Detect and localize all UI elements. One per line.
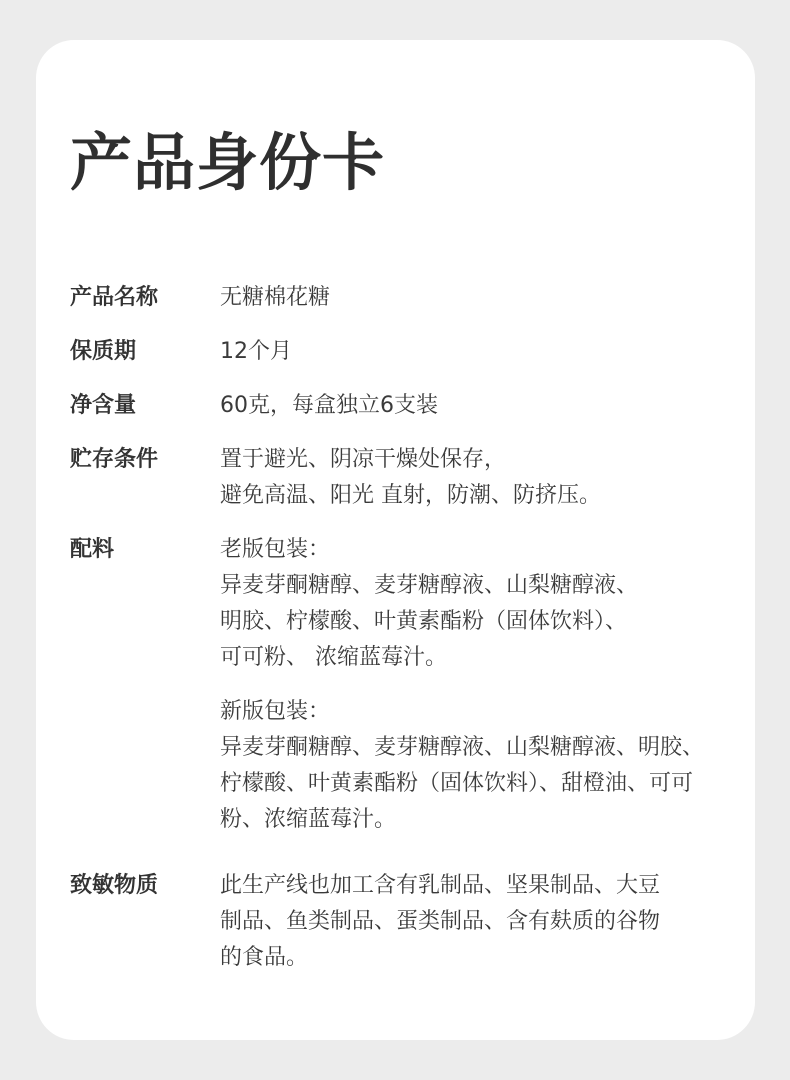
value-line: 可可粉、 浓缩蓝莓汁。 xyxy=(220,645,447,670)
new-packaging-block xyxy=(220,694,730,838)
info-table xyxy=(70,280,730,994)
row-allergens xyxy=(70,868,730,976)
value-line: 明胶、柠檬酸、叶黄素酯粉（固体饮料）、 xyxy=(220,609,628,634)
value-allergens xyxy=(220,868,730,976)
label-allergens: 致敏物质 xyxy=(70,873,159,898)
value-line: 柠檬酸、叶黄素酯粉（固体饮料）、甜橙油、可可 xyxy=(220,771,694,796)
value-ingredients xyxy=(220,532,730,838)
value-line: 置于避光、阴凉干燥处保存， xyxy=(220,447,507,472)
new-packaging-heading: 新版包装： xyxy=(220,699,331,724)
row-product-name xyxy=(70,280,730,316)
label-storage: 贮存条件 xyxy=(70,447,159,472)
value-shelf-life xyxy=(220,334,730,370)
row-storage xyxy=(70,442,730,514)
value-line: 此生产线也加工含有乳制品、坚果制品、大豆 xyxy=(220,873,661,898)
row-net-content xyxy=(70,388,730,424)
row-shelf-life xyxy=(70,334,730,370)
value-line: 异麦芽酮糖醇、麦芽糖醇液、山梨糖醇液、 xyxy=(220,573,639,598)
value-line: 异麦芽酮糖醇、麦芽糖醇液、山梨糖醇液、明胶、 xyxy=(220,735,705,760)
product-id-card xyxy=(36,40,755,1040)
value-line: 无糖棉花糖 xyxy=(220,285,331,310)
value-product-name xyxy=(220,280,730,316)
old-packaging-block xyxy=(220,532,730,676)
value-net-content xyxy=(220,388,730,424)
value-line: 12个月 xyxy=(220,339,292,364)
row-ingredients xyxy=(70,532,730,838)
old-packaging-heading: 老版包装： xyxy=(220,537,331,562)
value-line: 制品、鱼类制品、蛋类制品、含有麸质的谷物 xyxy=(220,909,661,934)
label-ingredients: 配料 xyxy=(70,537,115,562)
label-product-name: 产品名称 xyxy=(70,285,159,310)
value-storage xyxy=(220,442,730,514)
label-shelf-life: 保质期 xyxy=(70,339,137,364)
page-title: 产品身份卡 xyxy=(70,126,386,199)
value-line: 的食品。 xyxy=(220,945,309,970)
label-net-content: 净含量 xyxy=(70,393,137,418)
value-line: 粉、浓缩蓝莓汁。 xyxy=(220,807,397,832)
value-line: 60克，每盒独立6支装 xyxy=(220,393,438,418)
value-line: 避免高温、阳光 直射，防潮、防挤压。 xyxy=(220,483,601,508)
